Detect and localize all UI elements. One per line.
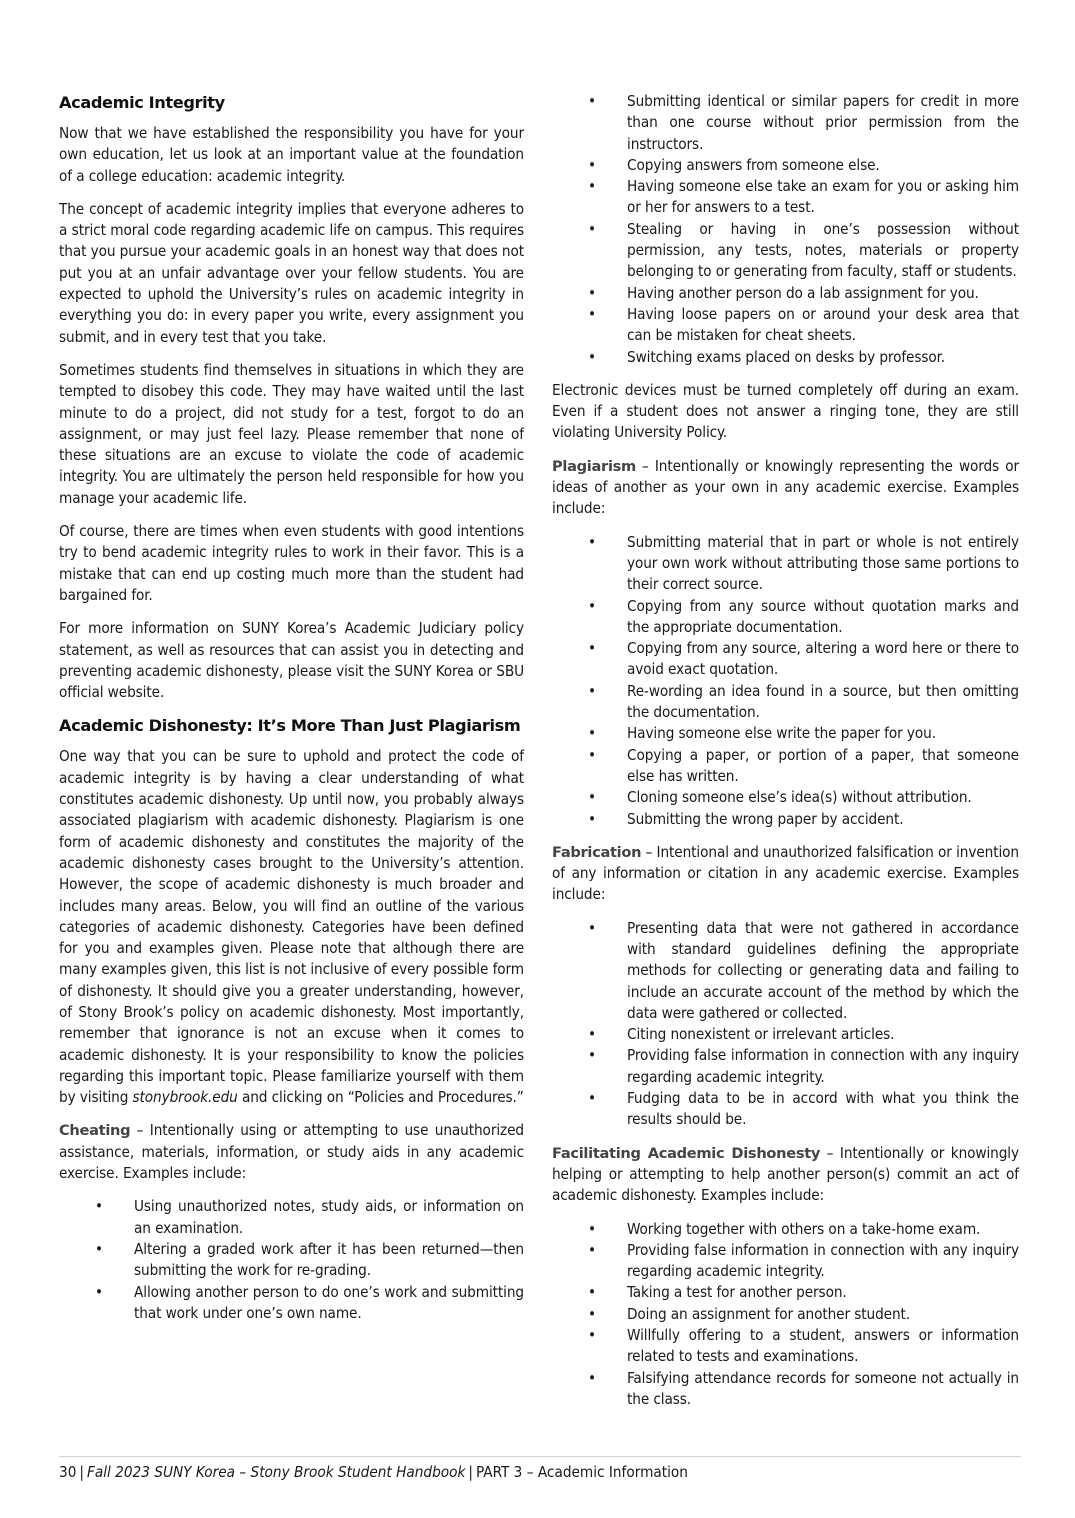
bullet-icon: • xyxy=(95,1282,103,1301)
bullet-icon: • xyxy=(588,1240,596,1259)
list-item: • Falsifying attendance records for someone not actually in the class. xyxy=(588,1368,1019,1408)
bullet-icon: • xyxy=(588,1219,596,1238)
bullet-icon: • xyxy=(588,1304,596,1323)
list-item: • Having loose papers on or around your desk area that can be mistaken for cheat sheets. xyxy=(588,304,1019,345)
cheating-definition xyxy=(59,1120,524,1184)
fabrication-examples-list xyxy=(552,918,1019,1131)
bullet-icon: • xyxy=(588,1283,596,1302)
cheating-examples-continued-list xyxy=(552,91,1019,368)
bullet-icon: • xyxy=(588,788,596,807)
bullet-icon: • xyxy=(588,283,596,302)
list-item: • Fudging data to be in accord with what you think the results should be. xyxy=(588,1089,1019,1129)
term-fabrication: Fabrication xyxy=(552,843,642,861)
list-item: • Using unauthorized notes, study aids, or information on an examination. xyxy=(95,1197,524,1237)
page-number: 30 xyxy=(59,1463,77,1481)
footer-separator: | xyxy=(79,1463,84,1481)
paragraph-more-info: For more information on SUNY Korea’s Academic Judiciary policy statement, as well as resources that can assist you in detecting and preventing academic dishonesty, please visit the SUNY Korea or SBU official website. xyxy=(59,619,524,702)
fabrication-definition-text: – Intentional and unauthorized falsification or invention of any information or citation in any academic exercise. Examples include: xyxy=(552,842,1019,904)
bullet-icon: • xyxy=(588,724,596,743)
list-item: • Cloning someone else’s idea(s) without attribution. xyxy=(552,787,1019,808)
bullet-icon: • xyxy=(588,1089,596,1108)
bullet-icon: • xyxy=(588,177,596,196)
list-item: • Providing false information in connection with any inquiry regarding academic integrity. xyxy=(588,1240,1019,1281)
list-item: • Copying from any source, altering a word here or there to avoid exact quotation. xyxy=(588,639,1019,679)
bullet-icon: • xyxy=(588,1025,596,1044)
list-item: • Allowing another person to do one’s work and submitting that work under one’s own name. xyxy=(95,1282,524,1322)
heading-academic-integrity: Academic Integrity xyxy=(59,93,225,112)
bullet-icon: • xyxy=(588,155,596,174)
list-item: • Submitting identical or similar papers for credit in more than one course without prior permission from the instructors. xyxy=(588,92,1019,153)
list-item: • Re-wording an idea found in a source, but then omitting the documentation. xyxy=(588,681,1019,722)
bullet-icon: • xyxy=(588,745,596,764)
list-item: • Having someone else take an exam for you or asking him or her for answers to a test. xyxy=(588,177,1019,217)
list-item: • Switching exams placed on desks by professor. xyxy=(552,347,1019,368)
term-cheating: Cheating xyxy=(59,1122,131,1140)
list-item: • Doing an assignment for another student. xyxy=(552,1304,1019,1325)
overview-text-end: and clicking on “Policies and Procedures.” xyxy=(237,1088,524,1107)
list-item: • Copying from any source without quotation marks and the appropriate documentation. xyxy=(588,596,1019,636)
left-column xyxy=(59,88,524,1336)
bullet-icon: • xyxy=(588,639,596,658)
bullet-icon: • xyxy=(588,532,596,551)
list-item: • Copying answers from someone else. xyxy=(552,155,1019,176)
facilitating-definition-text: – Intentionally or knowingly helping or attempting to help another person(s) commit an act of academic dishonesty. Examples include: xyxy=(552,1143,1019,1205)
plagiarism-examples-list xyxy=(552,532,1019,830)
bullet-icon: • xyxy=(588,304,596,323)
cheating-definition-text: – Intentionally using or attempting to use unauthorized assistance, materials, information, or study aids in any academic exercise. Examples include: xyxy=(59,1121,524,1183)
paragraph-concept: The concept of academic integrity implies that everyone adheres to a strict moral code regarding academic life on campus. This requires that you pursue your academic goals in an honest way that does not put you at an unfair advantage over your fellow students. You are expected to uphold the University’s rules on academic integrity in everything you do: in every paper you write, every assignment you submit, and in every test that you take. xyxy=(59,199,524,346)
bullet-icon: • xyxy=(588,681,596,700)
list-item: • Having another person do a lab assignment for you. xyxy=(552,283,1019,304)
list-item: • Willfully offering to a student, answers or information related to tests and examinations. xyxy=(588,1326,1019,1366)
paragraph-good-intentions: Of course, there are times when even students with good intentions try to bend academic integrity rules to work in their favor. This is a mistake that can end up costing much more than the student had bargained for. xyxy=(59,522,524,604)
list-item: • Stealing or having in one’s possession without permission, any tests, notes, materials or property belonging to or generating from faculty, staff or students. xyxy=(588,219,1019,281)
list-item: • Having someone else write the paper for you. xyxy=(552,723,1019,744)
list-item: • Providing false information in connection with any inquiry regarding academic integrity. xyxy=(588,1046,1019,1086)
plagiarism-definition-text: – Intentionally or knowingly representing the words or ideas of another as your own in any academic exercise. Examples include: xyxy=(552,456,1019,518)
bullet-icon: • xyxy=(588,219,596,238)
list-item: • Submitting material that in part or whole is not entirely your own work without attributing those same portions to their correct source. xyxy=(588,532,1019,594)
list-item: • Taking a test for another person. xyxy=(552,1282,1019,1303)
bullet-icon: • xyxy=(588,918,596,937)
list-item: • Altering a graded work after it has been returned—then submitting the work for re-grading. xyxy=(95,1239,524,1280)
paragraph-intro: Now that we have established the responsibility you have for your own education, let us look at an important value at the foundation of a college education: academic integrity. xyxy=(59,124,524,185)
list-item: • Copying a paper, or portion of a paper, that someone else has written. xyxy=(588,745,1019,785)
page-footer xyxy=(59,1456,1021,1482)
bullet-icon: • xyxy=(588,1326,596,1345)
facilitating-definition xyxy=(552,1143,1019,1207)
cheating-examples-list xyxy=(59,1196,524,1324)
stonybrook-link[interactable]: stonybrook.edu xyxy=(132,1088,238,1107)
bullet-icon: • xyxy=(95,1239,103,1258)
overview-text: One way that you can be sure to uphold and protect the code of academic integrity is by having a clear understanding of what constitutes academic dishonesty. Up until now, you probably always associated plagiarism with academic dishonesty. Plagiarism is one form of academic dishonesty and constitutes the majority of the academic dishonesty cases brought to the University’s attention. However, the scope of academic dishonesty is much broader and includes many areas. Below, you will find an outline of the various categories of academic dishonesty. Categories have been defined for you and examples given. Please note that although there are many examples given, this list is not inclusive of every possible form of dishonesty. It should give you a greater understanding, however, of Stony Brook’s policy on academic dishonesty. Most importantly, remember that ignorance is not an excuse when it comes to academic dishonesty. It is your responsibility to know the policies regarding this important topic. Please familiarize yourself with them by visiting xyxy=(59,747,524,1107)
bullet-icon: • xyxy=(588,92,596,110)
bullet-icon: • xyxy=(95,1197,103,1216)
facilitating-examples-list xyxy=(552,1219,1019,1411)
section-title: PART 3 – Academic Information xyxy=(475,1463,688,1481)
paragraph-temptation: Sometimes students find themselves in situations in which they are tempted to disobey this code. They may have waited until the last minute to do a project, did not study for a test, forgot to do an assignment, or may just feel lazy. Please remember that none of these situations are an excuse to violate the code of academic integrity. You are ultimately the person held responsible for how you manage your academic life. xyxy=(59,360,524,507)
list-item: • Presenting data that were not gathered in accordance with standard guidelines defining the appropriate methods for collecting or generating data and failing to include an accurate account of the method by which the data were gathered or collected. xyxy=(588,918,1019,1022)
term-plagiarism: Plagiarism xyxy=(552,457,636,475)
list-item: • Submitting the wrong paper by accident. xyxy=(552,809,1019,830)
paragraph-electronic-devices: Electronic devices must be turned completely off during an exam. Even if a student does not answer a ringing tone, they are still violating University Policy. xyxy=(552,380,1019,442)
publication-title: Fall 2023 SUNY Korea – Stony Brook Student Handbook xyxy=(87,1463,466,1481)
bullet-icon: • xyxy=(588,809,596,828)
list-item: • Citing nonexistent or irrelevant articles. xyxy=(552,1024,1019,1045)
footer-separator: | xyxy=(468,1463,473,1481)
bullet-icon: • xyxy=(588,1368,596,1387)
fabrication-definition xyxy=(552,842,1019,906)
heading-academic-dishonesty: Academic Dishonesty: It’s More Than Just Plagiarism xyxy=(59,716,521,736)
term-facilitating: Facilitating Academic Dishonesty xyxy=(552,1144,821,1162)
plagiarism-definition xyxy=(552,456,1019,520)
right-column xyxy=(552,88,1019,1422)
bullet-icon: • xyxy=(588,596,596,615)
paragraph-dishonesty-overview xyxy=(59,746,524,1108)
bullet-icon: • xyxy=(588,1046,596,1065)
list-item: • Working together with others on a take-home exam. xyxy=(552,1219,1019,1240)
bullet-icon: • xyxy=(588,347,596,366)
